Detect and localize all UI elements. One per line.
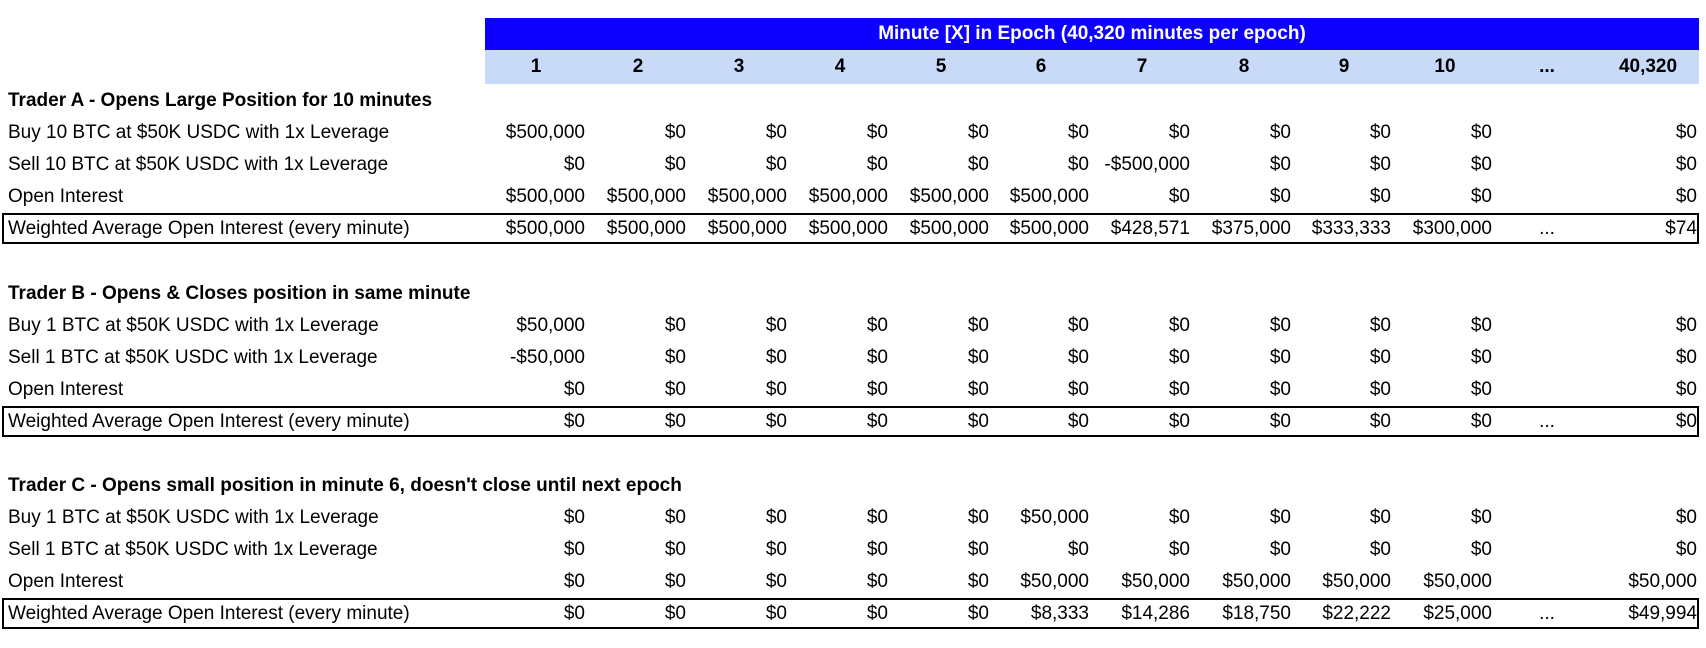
- value-cell: $0: [1168, 539, 1190, 560]
- value-cell: $0: [1675, 539, 1697, 560]
- value-cell: $0: [967, 539, 989, 560]
- value-cell: $500,000: [909, 186, 989, 207]
- value-cell: $500,000: [505, 186, 585, 207]
- minute-header-cell: 7: [1136, 56, 1148, 77]
- value-cell: $0: [967, 603, 989, 624]
- ellipsis-cell: [1507, 502, 1587, 534]
- value-cell: $0: [1675, 347, 1697, 368]
- value-cell: $0: [664, 539, 686, 560]
- value-cell: $500,000: [1009, 186, 1089, 207]
- row-label: Buy 10 BTC at $50K USDC with 1x Leverage: [8, 122, 390, 143]
- value-cell: $0: [1067, 539, 1089, 560]
- value-cell: $50,000: [1222, 571, 1291, 592]
- minute-header-cell: 3: [733, 56, 745, 77]
- value-cell: $50,000: [1322, 571, 1391, 592]
- minute-header-cell: 2: [632, 56, 644, 77]
- value-cell: $500,000: [808, 218, 888, 239]
- value-cell: $0: [1269, 347, 1291, 368]
- value-cell: $50,000: [1020, 571, 1089, 592]
- minute-header-cell: ...: [1539, 56, 1555, 77]
- value-cell: $0: [866, 507, 888, 528]
- value-cell: $49,994: [1628, 603, 1697, 624]
- value-cell: $0: [1168, 122, 1190, 143]
- value-cell: $0: [1067, 411, 1089, 432]
- row-label: Open Interest: [8, 379, 124, 400]
- ellipsis-cell: [1507, 310, 1587, 342]
- value-cell: $0: [967, 122, 989, 143]
- value-cell: $0: [664, 315, 686, 336]
- value-cell: $0: [866, 154, 888, 175]
- ellipsis-cell: ...: [1539, 411, 1555, 432]
- value-cell: $50,000: [1423, 571, 1492, 592]
- value-cell: $0: [967, 571, 989, 592]
- table-row: [0, 502, 1706, 534]
- value-cell: $0: [765, 571, 787, 592]
- value-cell: $0: [866, 122, 888, 143]
- value-cell: $500,000: [1009, 218, 1089, 239]
- value-cell: $0: [1470, 411, 1492, 432]
- value-cell: $0: [1675, 379, 1697, 400]
- value-cell: $0: [1067, 347, 1089, 368]
- value-cell: $0: [1168, 379, 1190, 400]
- value-cell: $0: [1269, 411, 1291, 432]
- value-cell: $500,000: [606, 218, 686, 239]
- value-cell: $0: [866, 603, 888, 624]
- minute-header-cell: 6: [1035, 56, 1047, 77]
- value-cell: $0: [1369, 507, 1391, 528]
- weighted-average-row: [0, 406, 1706, 438]
- section-title-row: [0, 85, 1706, 117]
- row-label: Buy 1 BTC at $50K USDC with 1x Leverage: [8, 315, 379, 336]
- weighted-average-row: [0, 598, 1706, 630]
- value-cell: $0: [664, 154, 686, 175]
- value-cell: $0: [765, 507, 787, 528]
- value-cell: $0: [563, 603, 585, 624]
- ellipsis-cell: ...: [1539, 218, 1555, 239]
- value-cell: $0: [1369, 315, 1391, 336]
- value-cell: $0: [563, 539, 585, 560]
- value-cell: $0: [1269, 379, 1291, 400]
- value-cell: $0: [1675, 122, 1697, 143]
- value-cell: $0: [1168, 411, 1190, 432]
- ellipsis-cell: [1507, 342, 1587, 374]
- value-cell: $0: [866, 539, 888, 560]
- minute-header-cell: 9: [1338, 56, 1350, 77]
- value-cell: $0: [1470, 347, 1492, 368]
- value-cell: $8,333: [1030, 603, 1089, 624]
- row-label: Buy 1 BTC at $50K USDC with 1x Leverage: [8, 507, 379, 528]
- value-cell: $50,000: [1020, 507, 1089, 528]
- value-cell: $0: [1675, 154, 1697, 175]
- value-cell: $0: [1369, 347, 1391, 368]
- ellipsis-cell: [1507, 149, 1587, 181]
- value-cell: $0: [1269, 315, 1291, 336]
- row-label: Sell 1 BTC at $50K USDC with 1x Leverage: [8, 539, 378, 560]
- value-cell: $500,000: [707, 218, 787, 239]
- value-cell: $14,286: [1121, 603, 1190, 624]
- table-row: [0, 117, 1706, 149]
- value-cell: $0: [1067, 315, 1089, 336]
- value-cell: $0: [765, 603, 787, 624]
- value-cell: $500,000: [606, 186, 686, 207]
- value-cell: $0: [1369, 154, 1391, 175]
- value-cell: $0: [1675, 411, 1697, 432]
- value-cell: $74: [1665, 218, 1697, 239]
- value-cell: $18,750: [1222, 603, 1291, 624]
- value-cell: $0: [664, 411, 686, 432]
- weighted-average-row: [0, 213, 1706, 245]
- value-cell: $0: [765, 539, 787, 560]
- value-cell: $0: [1369, 411, 1391, 432]
- value-cell: $0: [1168, 186, 1190, 207]
- value-cell: $0: [866, 315, 888, 336]
- value-cell: $0: [1470, 379, 1492, 400]
- value-cell: $0: [765, 411, 787, 432]
- value-cell: $0: [765, 347, 787, 368]
- value-cell: $50,000: [516, 315, 585, 336]
- value-cell: $0: [1675, 186, 1697, 207]
- row-label: Weighted Average Open Interest (every minute): [8, 411, 410, 432]
- section-title-row: [0, 470, 1706, 502]
- value-cell: $0: [1369, 539, 1391, 560]
- value-cell: $0: [1168, 315, 1190, 336]
- value-cell: $0: [563, 571, 585, 592]
- row-label: Sell 1 BTC at $50K USDC with 1x Leverage: [8, 347, 378, 368]
- table-row: [0, 374, 1706, 406]
- row-label: Weighted Average Open Interest (every minute): [8, 603, 410, 624]
- value-cell: $0: [765, 122, 787, 143]
- ellipsis-cell: [1507, 566, 1587, 598]
- value-cell: $0: [967, 347, 989, 368]
- value-cell: $0: [1269, 539, 1291, 560]
- minute-header-cell: 1: [530, 56, 542, 77]
- value-cell: $500,000: [505, 122, 585, 143]
- value-cell: $0: [1067, 122, 1089, 143]
- value-cell: $0: [1269, 154, 1291, 175]
- value-cell: $0: [967, 154, 989, 175]
- ellipsis-cell: [1507, 117, 1587, 149]
- minute-header-row: [485, 50, 1699, 84]
- value-cell: $500,000: [707, 186, 787, 207]
- value-cell: $0: [1369, 379, 1391, 400]
- value-cell: $0: [563, 154, 585, 175]
- value-cell: $25,000: [1423, 603, 1492, 624]
- value-cell: $0: [563, 379, 585, 400]
- value-cell: $0: [765, 154, 787, 175]
- table-row: [0, 534, 1706, 566]
- value-cell: $50,000: [1628, 571, 1697, 592]
- value-cell: $0: [967, 315, 989, 336]
- value-cell: $0: [866, 571, 888, 592]
- row-label: Open Interest: [8, 186, 124, 207]
- value-cell: $500,000: [505, 218, 585, 239]
- value-cell: $0: [664, 603, 686, 624]
- value-cell: $0: [1269, 186, 1291, 207]
- value-cell: $0: [1470, 315, 1492, 336]
- ellipsis-cell: [1507, 534, 1587, 566]
- value-cell: $0: [664, 507, 686, 528]
- value-cell: $0: [1369, 186, 1391, 207]
- value-cell: $0: [1269, 507, 1291, 528]
- value-cell: $0: [664, 571, 686, 592]
- value-cell: $0: [866, 379, 888, 400]
- value-cell: $500,000: [808, 186, 888, 207]
- ellipsis-cell: [1507, 374, 1587, 406]
- value-cell: $0: [765, 315, 787, 336]
- value-cell: $0: [563, 507, 585, 528]
- value-cell: $0: [866, 411, 888, 432]
- section-title: Trader C - Opens small position in minute 6, doesn't close until next epoch: [8, 475, 682, 496]
- table-row: [0, 149, 1706, 181]
- value-cell: -$50,000: [509, 347, 585, 368]
- value-cell: $0: [1269, 122, 1291, 143]
- value-cell: $0: [1675, 315, 1697, 336]
- value-cell: $0: [1470, 507, 1492, 528]
- value-cell: $0: [1168, 347, 1190, 368]
- value-cell: $50,000: [1121, 571, 1190, 592]
- value-cell: $0: [1067, 154, 1089, 175]
- minute-header-cell: 4: [834, 56, 846, 77]
- value-cell: $0: [1470, 539, 1492, 560]
- minute-header-cell: 40,320: [1618, 56, 1678, 77]
- value-cell: $0: [1168, 507, 1190, 528]
- row-label: Sell 10 BTC at $50K USDC with 1x Leverage: [8, 154, 389, 175]
- value-cell: $0: [967, 411, 989, 432]
- table-row: [0, 342, 1706, 374]
- table-row: [0, 181, 1706, 213]
- value-cell: $0: [1067, 379, 1089, 400]
- value-cell: $0: [1369, 122, 1391, 143]
- value-cell: -$500,000: [1104, 154, 1190, 175]
- section-title: Trader A - Opens Large Position for 10 minutes: [8, 90, 433, 111]
- section-title: Trader B - Opens & Closes position in same minute: [8, 283, 471, 304]
- value-cell: $333,333: [1311, 218, 1391, 239]
- epoch-title-bar: Minute [X] in Epoch (40,320 minutes per epoch): [485, 18, 1699, 50]
- value-cell: $0: [1470, 154, 1492, 175]
- row-label: Weighted Average Open Interest (every minute): [8, 218, 410, 239]
- value-cell: $0: [1470, 186, 1492, 207]
- table-row: [0, 310, 1706, 342]
- table-row: [0, 566, 1706, 598]
- value-cell: $0: [1675, 507, 1697, 528]
- value-cell: $0: [967, 379, 989, 400]
- row-label: Open Interest: [8, 571, 124, 592]
- ellipsis-cell: [1507, 181, 1587, 213]
- value-cell: $0: [664, 122, 686, 143]
- value-cell: $375,000: [1211, 218, 1291, 239]
- value-cell: $0: [664, 347, 686, 368]
- value-cell: $428,571: [1110, 218, 1190, 239]
- value-cell: $0: [967, 507, 989, 528]
- minute-header-cell: 8: [1238, 56, 1250, 77]
- ellipsis-cell: ...: [1539, 603, 1555, 624]
- value-cell: $0: [765, 379, 787, 400]
- value-cell: $0: [664, 379, 686, 400]
- value-cell: $0: [1470, 122, 1492, 143]
- value-cell: $0: [866, 347, 888, 368]
- minute-header-cell: 10: [1434, 56, 1456, 77]
- value-cell: $300,000: [1412, 218, 1492, 239]
- section-title-row: [0, 278, 1706, 310]
- value-cell: $0: [563, 411, 585, 432]
- value-cell: $22,222: [1322, 603, 1391, 624]
- value-cell: $500,000: [909, 218, 989, 239]
- minute-header-cell: 5: [935, 56, 947, 77]
